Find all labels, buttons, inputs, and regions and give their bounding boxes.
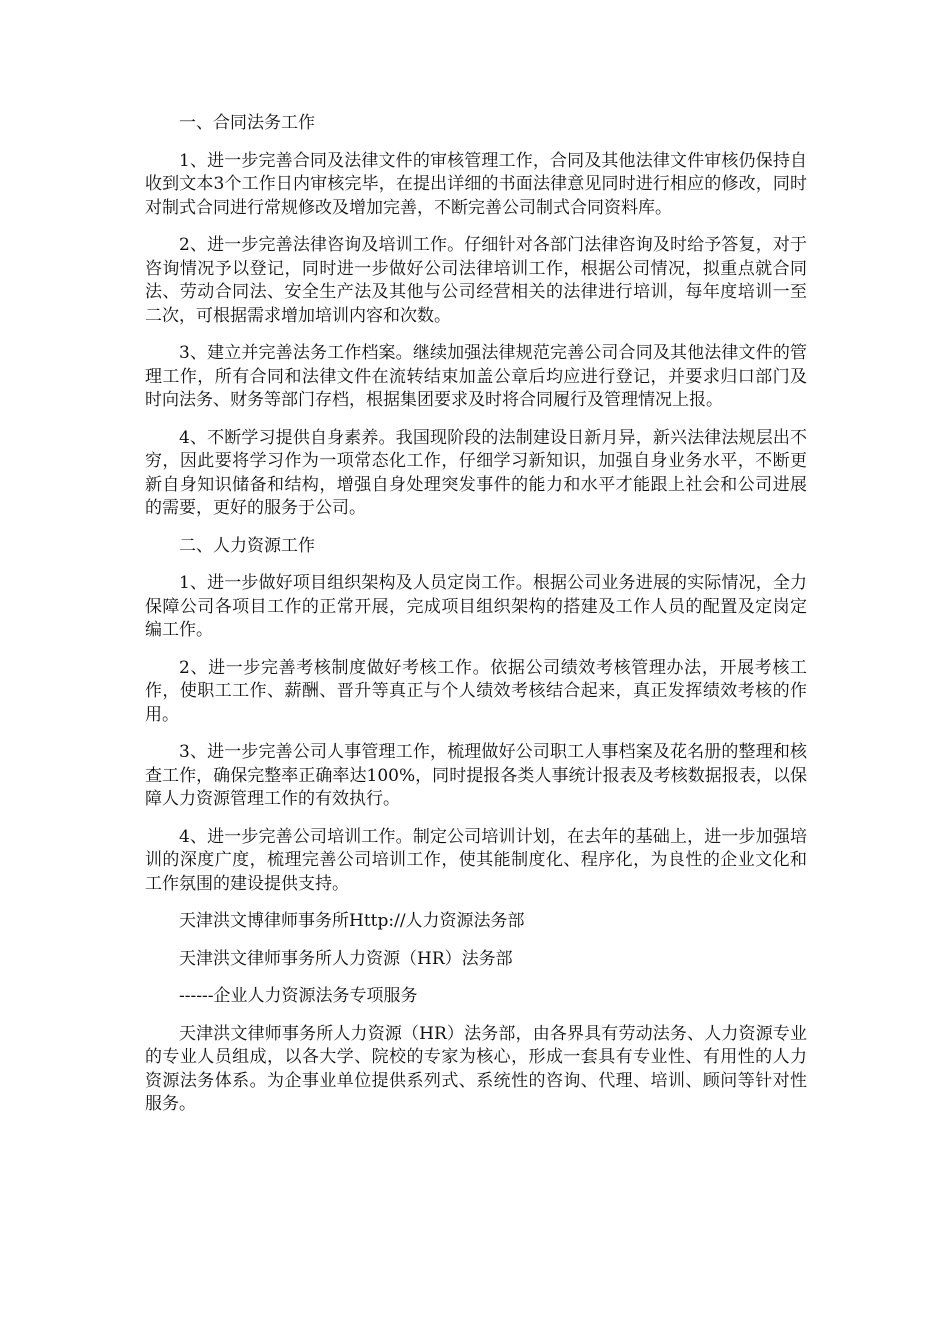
firm-name-line-2: 天津洪文律师事务所人力资源（HR）法务部	[179, 948, 513, 969]
paragraph-firm-description: 天津洪文律师事务所人力资源（HR）法务部，由各界具有劳动法务、人力资源专业的专业人员组成，以各大学、院校的专家为核心，形成一套具有专业性、有用性的人力资源法务体系。为企事业单位提供系列式、系统性的咨询、代理、培训、顾问等针对性服务。	[145, 1023, 807, 1114]
section-heading-human-resources: 二、人力资源工作	[179, 535, 315, 556]
paragraph-personnel-management: 3、进一步完善公司人事管理工作，梳理做好公司职工人事档案及花名册的整理和核查工作，确保完整率正确率达100%，同时提报各类人事统计报表及考核数据报表，以保障人力资源管理工作的有效执行。	[145, 742, 807, 809]
paragraph-contract-review: 1、进一步完善合同及法律文件的审核管理工作，合同及其他法律文件审核仍保持自收到文本3个工作日内审核完毕，在提出详细的书面法律意见同时进行相应的修改，同时对制式合同进行常规修改及增加完善，不断完善公司制式合同资料库。	[145, 150, 807, 218]
paragraph-performance-review: 2、进一步完善考核制度做好考核工作。依据公司绩效考核管理办法，开展考核工作，使职工工作、薪酬、晋升等真正与个人绩效考核结合起来，真正发挥绩效考核的作用。	[145, 657, 807, 725]
paragraph-org-structure: 1、进一步做好项目组织架构及人员定岗工作。根据公司业务进展的实际情况，全力保障公司各项目工作的正常开展，完成项目组织架构的搭建及工作人员的配置及定岗定编工作。	[145, 573, 807, 640]
paragraph-legal-consulting-training: 2、进一步完善法律咨询及培训工作。仔细针对各部门法律咨询及时给予答复，对于咨询情况予以登记，同时进一步做好公司法律培训工作，根据公司情况，拟重点就合同法、劳动合同法、安全生产法及其他与公司经营相关的法律进行培训，每年度培训一至二次，可根据需求增加培训内容和次数。	[145, 235, 807, 326]
service-subtitle: ------企业人力资源法务专项服务	[179, 986, 418, 1006]
section-heading-contract-legal: 一、合同法务工作	[179, 113, 315, 133]
document-body	[145, 112, 807, 1131]
firm-name-line-1: 天津洪文博律师事务所Http://人力资源法务部	[179, 911, 525, 931]
paragraph-legal-archives: 3、建立并完善法务工作档案。继续加强法律规范完善公司合同及其他法律文件的管理工作，所有合同和法律文件在流转结束加盖公章后均应进行登记，并要求归口部门及时向法务、财务等部门存档，根据集团要求及时将合同履行及管理情况上报。	[145, 343, 807, 410]
paragraph-self-improvement: 4、不断学习提供自身素养。我国现阶段的法制建设日新月异，新兴法律法规层出不穷，因此要将学习作为一项常态化工作，仔细学习新知识，加强自身业务水平，不断更新自身知识储备和结构，增强自身处理突发事件的能力和水平才能跟上社会和公司进展的需要，更好的服务于公司。	[145, 427, 807, 518]
paragraph-training: 4、进一步完善公司培训工作。制定公司培训计划，在去年的基础上，进一步加强培训的深度广度，梳理完善公司培训工作，使其能制度化、程序化，为良性的企业文化和工作氛围的建设提供支持。	[145, 826, 807, 894]
